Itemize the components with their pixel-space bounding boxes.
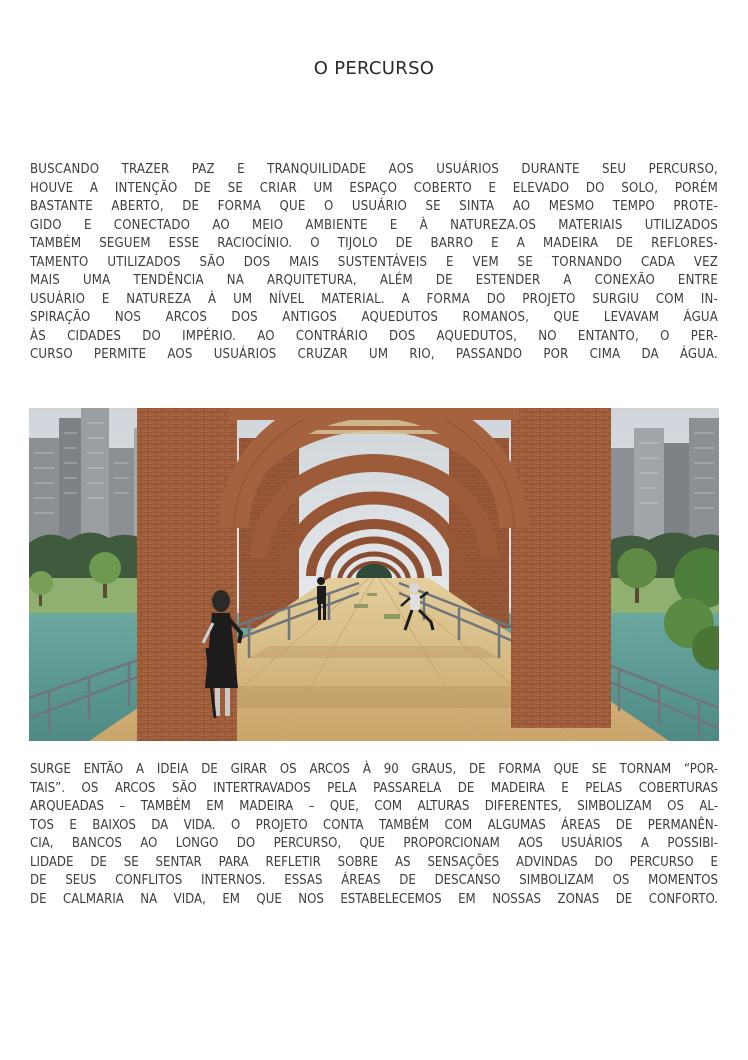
text-line: TAMENTO UTILIZADOS SÃO DOS MAIS SUSTENTÁVEIS E VEM SE TORNANDO CADA VEZ: [30, 254, 718, 270]
text-line: DE SEUS CONFLITOS INTERNOS. ESSAS ÁREAS DE DESCANSO SIMBOLIZAM OS MOMENTOS: [30, 873, 718, 888]
text-line: BUSCANDO TRAZER PAZ E TRANQUILIDADE AOS USUÁRIOS DURANTE SEU PERCURSO,: [30, 162, 718, 177]
text-line: TOS E BAIXOS DA VIDA. O PROJETO CONTA TAMBÉM COM ALGUMAS ÁREAS DE PERMANÊN-: [30, 817, 718, 833]
intro-paragraph: [30, 161, 718, 365]
text-line: MAIS UMA TENDÊNCIA NA ARQUITETURA, ALÉM DE ESTENDER A CONEXÃO ENTRE: [30, 273, 718, 288]
text-line: ÀS CIDADES DO IMPÉRIO. AO CONTRÁRIO DOS AQUEDUTOS, NO ENTANTO, O PER-: [30, 328, 718, 344]
text-line: SURGE ENTÃO A IDEIA DE GIRAR OS ARCOS À 90 GRAUS, DE FORMA QUE SE TORNAM “POR-: [30, 762, 718, 777]
text-line: GIDO E CONECTADO AO MEIO AMBIENTE E À NATUREZA.OS MATERIAIS UTILIZADOS: [30, 217, 718, 233]
text-line: HOUVE A INTENÇÃO DE SE CRIAR UM ESPAÇO COBERTO E ELEVADO DO SOLO, PORÉM: [30, 180, 718, 196]
text-line: DE CALMARIA NA VIDA, EM QUE NOS ESTABELECEMOS EM NOSSAS ZONAS DE CONFORTO.: [30, 891, 718, 907]
page-title: O PERCURSO: [313, 58, 435, 79]
text-line: USUÁRIO E NATUREZA À UM NÍVEL MATERIAL. A FORMA DO PROJETO SURGIU COM IN-: [30, 291, 718, 307]
text-line: CURSO PERMITE AOS USUÁRIOS CRUZAR UM RIO, PASSANDO POR CIMA DA ÁGUA.: [30, 347, 718, 362]
text-line: TAIS”. OS ARCOS SÃO INTERTRAVADOS PELA PASSARELA DE MADEIRA E PELAS COBERTURAS: [30, 780, 718, 796]
text-line: CIA, BANCOS AO LONGO DO PERCURSO, QUE PROPORCIONAM AOS USUÁRIOS A POSSIBI-: [30, 836, 718, 851]
bridge-render-illustration: [29, 408, 719, 741]
text-line: TAMBÉM SEGUEM ESSE RACIOCÍNIO. O TIJOLO DE BARRO E A MADEIRA DE REFLORES-: [30, 236, 718, 251]
bridge-render-image: [29, 408, 719, 741]
text-line: ARQUEADAS – TAMBÉM EM MADEIRA – QUE, COM ALTURAS DIFERENTES, SIMBOLIZAM OS AL-: [30, 799, 718, 814]
text-line: BASTANTE ABERTO, DE FORMA QUE O USUÁRIO SE SINTA AO MESMO TEMPO PROTE-: [30, 199, 718, 214]
text-line: LIDADE DE SE SENTAR PARA REFLETIR SOBRE AS SENSAÇÕES ADVINDAS DO PERCURSO E: [30, 854, 718, 870]
text-line: SPIRAÇÃO NOS ARCOS DOS ANTIGOS AQUEDUTOS ROMANOS, QUE LEVAVAM ÁGUA: [30, 310, 718, 325]
second-paragraph: [30, 761, 718, 909]
